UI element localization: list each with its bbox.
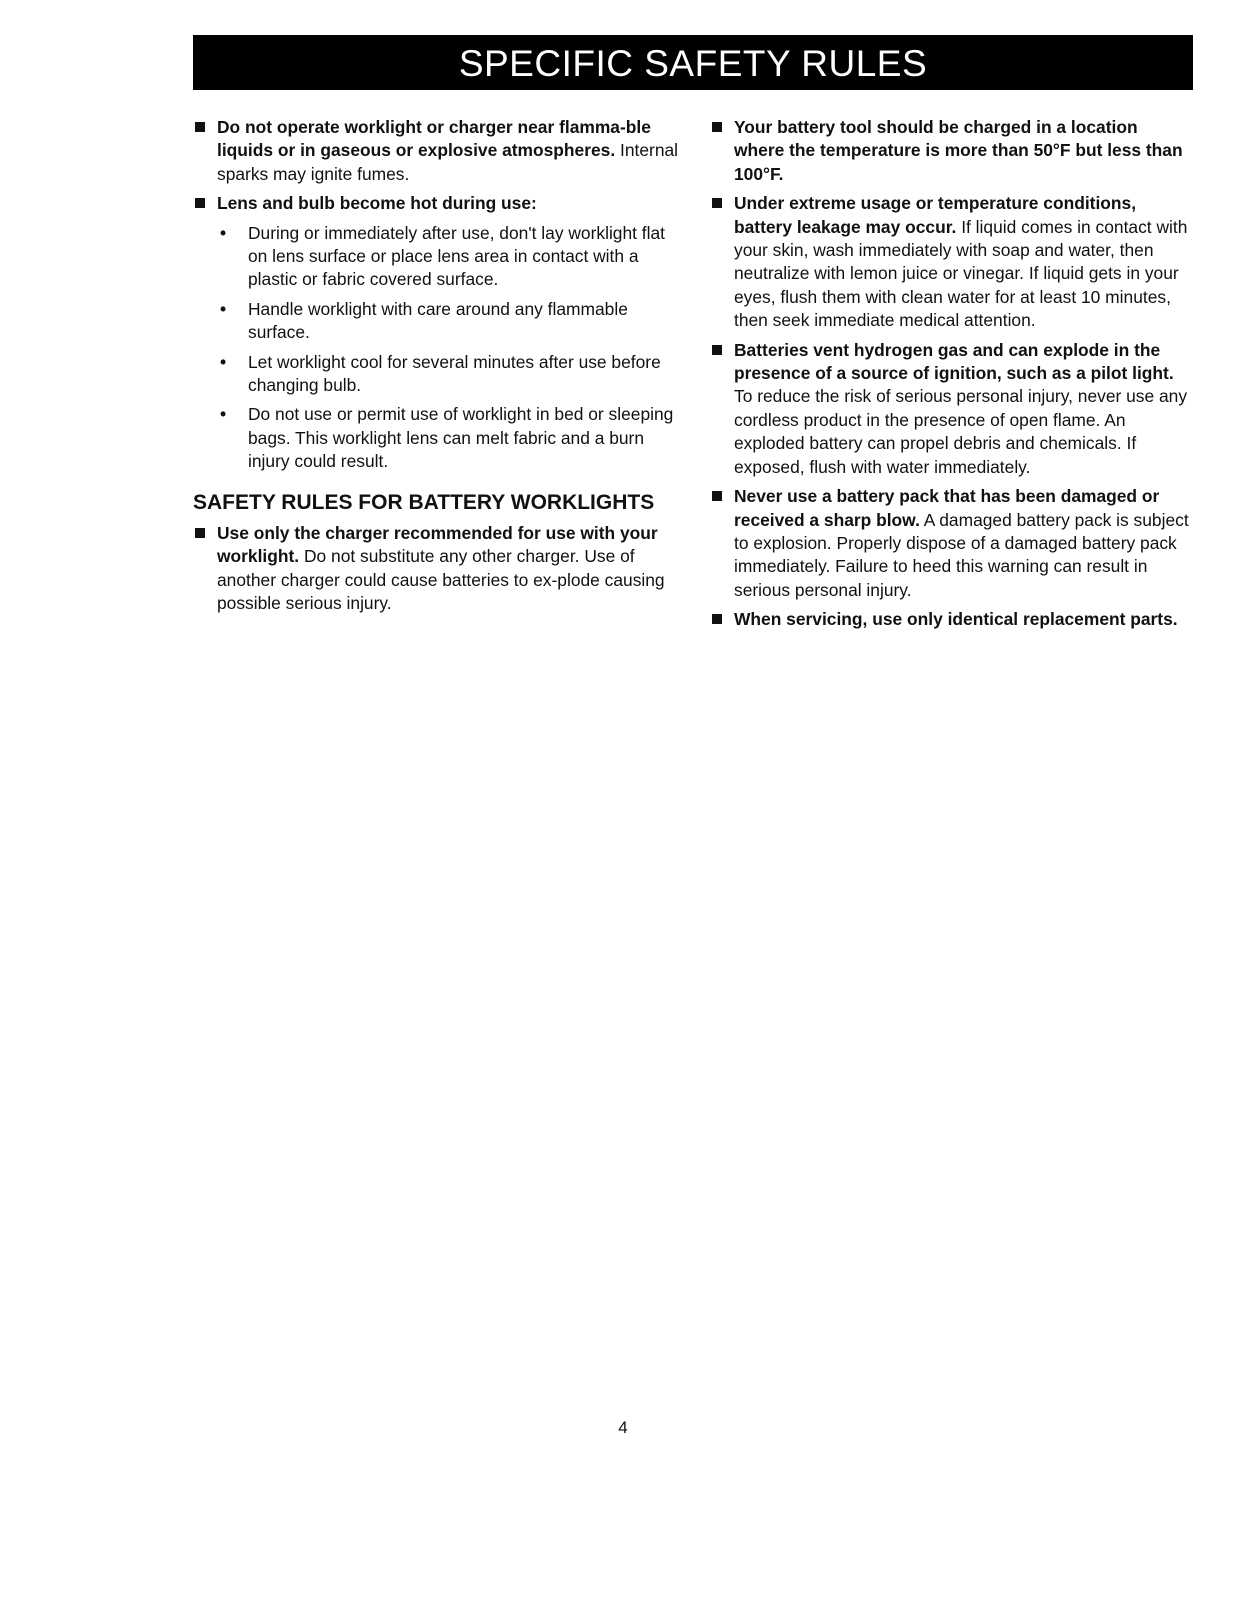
- page-number: 4: [618, 1418, 628, 1437]
- rule-bold-text: Your battery tool should be charged in a location where the temperature is more than 50°F but less than 100°F.: [734, 117, 1183, 184]
- left-column: [193, 116, 680, 621]
- rule-bold-text: Do not operate worklight or charger near flamma-ble liquids or in gaseous or explosive atmospheres.: [217, 117, 651, 161]
- square-bullet-icon: [195, 198, 205, 208]
- rule-bold-text: Use only the charger recommended for use with your worklight.: [217, 522, 658, 567]
- rule-battery-leakage: [710, 192, 1190, 332]
- sub-item: [193, 403, 680, 473]
- rule-body-text: Do not substitute any other charger. Use of another charger could cause batteries to ex-plode causing possible serious injury.: [217, 546, 665, 613]
- round-bullet-icon: •: [220, 222, 227, 243]
- rule-bold-text: Batteries vent hydrogen gas and can explode in the presence of a source of ignition, such as a pilot light.: [734, 339, 1174, 384]
- round-bullet-icon: •: [220, 404, 227, 425]
- rule-body-text: Internal sparks may ignite fumes.: [217, 140, 679, 184]
- rule-flammable: [193, 116, 680, 186]
- rule-hydrogen-gas: [710, 339, 1190, 479]
- square-bullet-icon: [712, 614, 722, 624]
- rule-servicing: [710, 608, 1190, 631]
- rule-bold-text: Lens and bulb become hot during use:: [217, 193, 537, 214]
- square-bullet-icon: [712, 122, 722, 132]
- round-bullet-icon: •: [220, 298, 227, 319]
- square-bullet-icon: [195, 122, 205, 132]
- round-bullet-icon: •: [220, 351, 227, 372]
- sub-item: [193, 298, 680, 345]
- sub-item-text: Do not use or permit use of worklight in bed or sleeping bags. This worklight lens can melt fabric and a burn injury could result.: [248, 404, 674, 472]
- right-column: [710, 116, 1190, 638]
- sub-item: [193, 351, 680, 398]
- sub-item-text: Let worklight cool for several minutes after use before changing bulb.: [248, 351, 661, 396]
- sub-item-text: Handle worklight with care around any flammable surface.: [248, 298, 628, 343]
- rule-bold-text: When servicing, use only identical replacement parts.: [734, 609, 1178, 630]
- square-bullet-icon: [712, 345, 722, 355]
- sub-item-text: During or immediately after use, don't lay worklight flat on lens surface or place lens area in contact with a plastic or fabric covered surface.: [248, 222, 666, 290]
- square-bullet-icon: [195, 528, 205, 538]
- rule-damaged-pack: [710, 485, 1190, 602]
- section-heading: SAFETY RULES FOR BATTERY WORKLIGHTS: [193, 490, 655, 514]
- rule-charge-temperature: [710, 116, 1190, 186]
- rule-body-text: A damaged battery pack is subject to explosion. Properly dispose of a damaged battery pack immediately. Failure to heed this warning can result in serious personal injury.: [734, 509, 1189, 600]
- rule-lens-hot: [193, 192, 680, 215]
- rule-body-text: If liquid comes in contact with your skin, wash immediately with soap and water, then neutralize with lemon juice or vinegar. If liquid gets in your eyes, flush them with clean water for at least 10 minutes, then seek immediate medical attention.: [734, 216, 1188, 331]
- rule-body-text: To reduce the risk of serious personal injury, never use any cordless product in the presence of open flame. An exploded battery can propel debris and chemicals. If exposed, flush with water immediately.: [734, 386, 1188, 477]
- rule-bold-text: Never use a battery pack that has been damaged or received a sharp blow.: [734, 486, 1160, 530]
- square-bullet-icon: [712, 491, 722, 501]
- rule-charger: [193, 522, 680, 616]
- page-title-banner: SPECIFIC SAFETY RULES: [193, 35, 1193, 90]
- square-bullet-icon: [712, 198, 722, 208]
- rule-bold-text: Under extreme usage or temperature conditions, battery leakage may occur.: [734, 193, 1137, 237]
- sub-item: [193, 222, 680, 292]
